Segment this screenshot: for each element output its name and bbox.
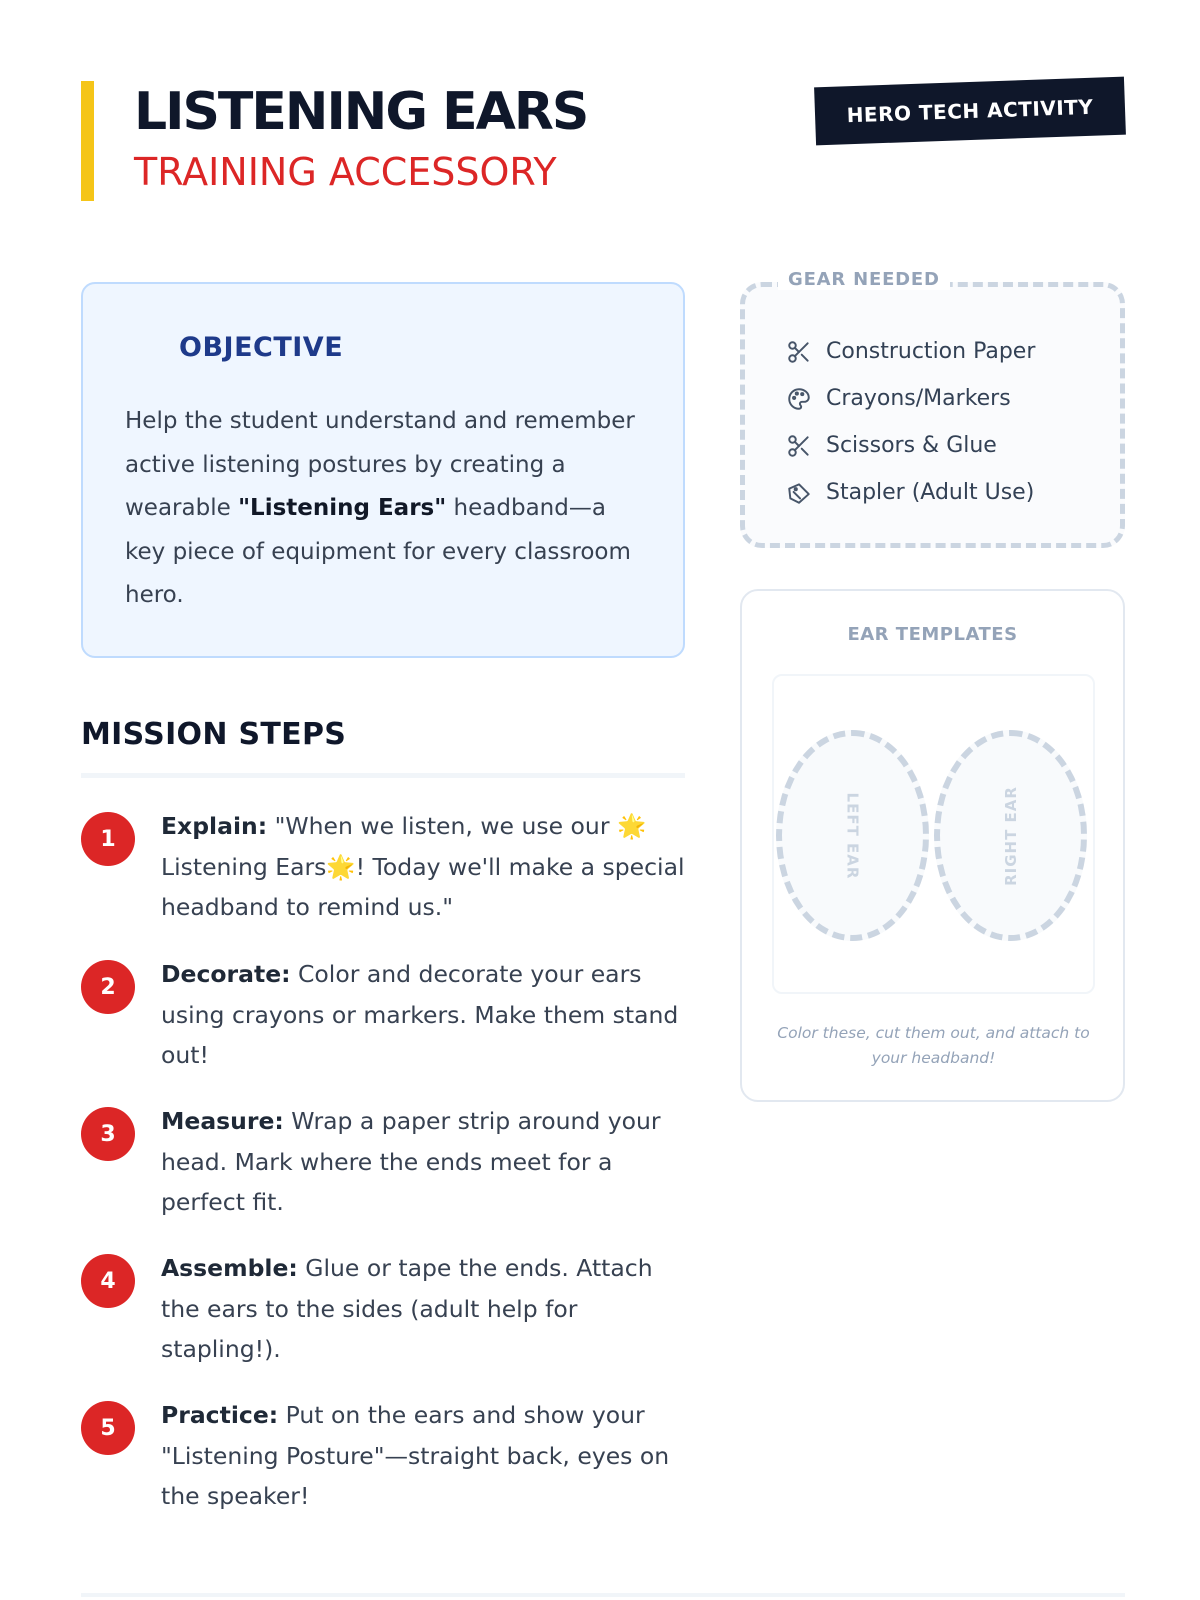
bottom-divider [81, 1593, 1125, 1597]
objective-text-end: headband—a key piece of equipment for every classroom hero. [125, 495, 631, 608]
list-item [786, 375, 1035, 422]
gear-item-label: Stapler (Adult Use) [826, 480, 1035, 505]
step-description: Wrap a paper strip around your head. Mark where the ends meet for a perfect fit. [161, 1107, 661, 1216]
objective-title: OBJECTIVE [179, 332, 344, 363]
scissors-icon [786, 339, 812, 365]
title-accent-bar [81, 81, 94, 201]
palette-icon [786, 386, 812, 412]
gear-item-label: Construction Paper [826, 339, 1036, 364]
page-title: LISTENING EARS [134, 82, 588, 142]
step-description: Glue or tape the ends. Attach the ears to the sides (adult help for stapling!). [161, 1254, 653, 1363]
left-ear-label: LEFT EAR [843, 792, 862, 879]
activity-badge [814, 77, 1126, 146]
mission-steps-divider [81, 773, 685, 778]
step-description: "When we listen, we use our 🌟 Listening Ears🌟! Today we'll make a special headband to remind us." [161, 812, 685, 921]
gear-item-label: Crayons/Markers [826, 386, 1011, 411]
ear-templates-card [740, 589, 1125, 1102]
page-subtitle: TRAINING ACCESSORY [134, 150, 557, 194]
step-number-badge: 1 [81, 812, 135, 866]
step-text [161, 806, 691, 928]
gear-item-label: Scissors & Glue [826, 433, 997, 458]
stapler-icon [786, 480, 812, 506]
step-label: Decorate: [161, 960, 291, 988]
scissors-icon [786, 433, 812, 459]
list-item [786, 328, 1035, 375]
step-label: Assemble: [161, 1254, 298, 1282]
objective-text-start: Help the student understand and remember active listening postures by creating a wearable [125, 408, 635, 521]
step-text [161, 1395, 691, 1517]
step-number-badge: 5 [81, 1401, 135, 1455]
step-label: Measure: [161, 1107, 284, 1135]
objective-text-highlight: "Listening Ears" [238, 495, 447, 521]
ear-templates-note: Color these, cut them out, and attach to your headband! [777, 1024, 1090, 1067]
step-number-badge: 4 [81, 1254, 135, 1308]
step-text [161, 1101, 691, 1223]
list-item [786, 422, 1035, 469]
objective-text [125, 400, 645, 618]
step-label: Practice: [161, 1401, 279, 1429]
step-number-badge: 3 [81, 1107, 135, 1161]
left-ear-template [776, 730, 929, 941]
step-description: Color and decorate your ears using crayons or markers. Make them stand out! [161, 960, 679, 1069]
step-description: Put on the ears and show your "Listening Posture"—straight back, eyes on the speaker! [161, 1401, 670, 1510]
gear-title: GEAR NEEDED [778, 269, 950, 290]
ear-templates-title: EAR TEMPLATES [847, 624, 1018, 645]
ear-template-area [772, 674, 1095, 994]
objective-card [81, 282, 685, 658]
step-text [161, 954, 691, 1076]
step-number-badge: 2 [81, 960, 135, 1014]
list-item [786, 469, 1035, 516]
activity-badge-label: HERO TECH ACTIVITY [846, 94, 1094, 128]
gear-list [786, 328, 1035, 516]
right-ear-label: RIGHT EAR [1001, 785, 1020, 886]
step-text [161, 1248, 691, 1370]
step-label: Explain: [161, 812, 268, 840]
mission-steps-title: MISSION STEPS [81, 717, 347, 752]
right-ear-template [934, 730, 1087, 941]
